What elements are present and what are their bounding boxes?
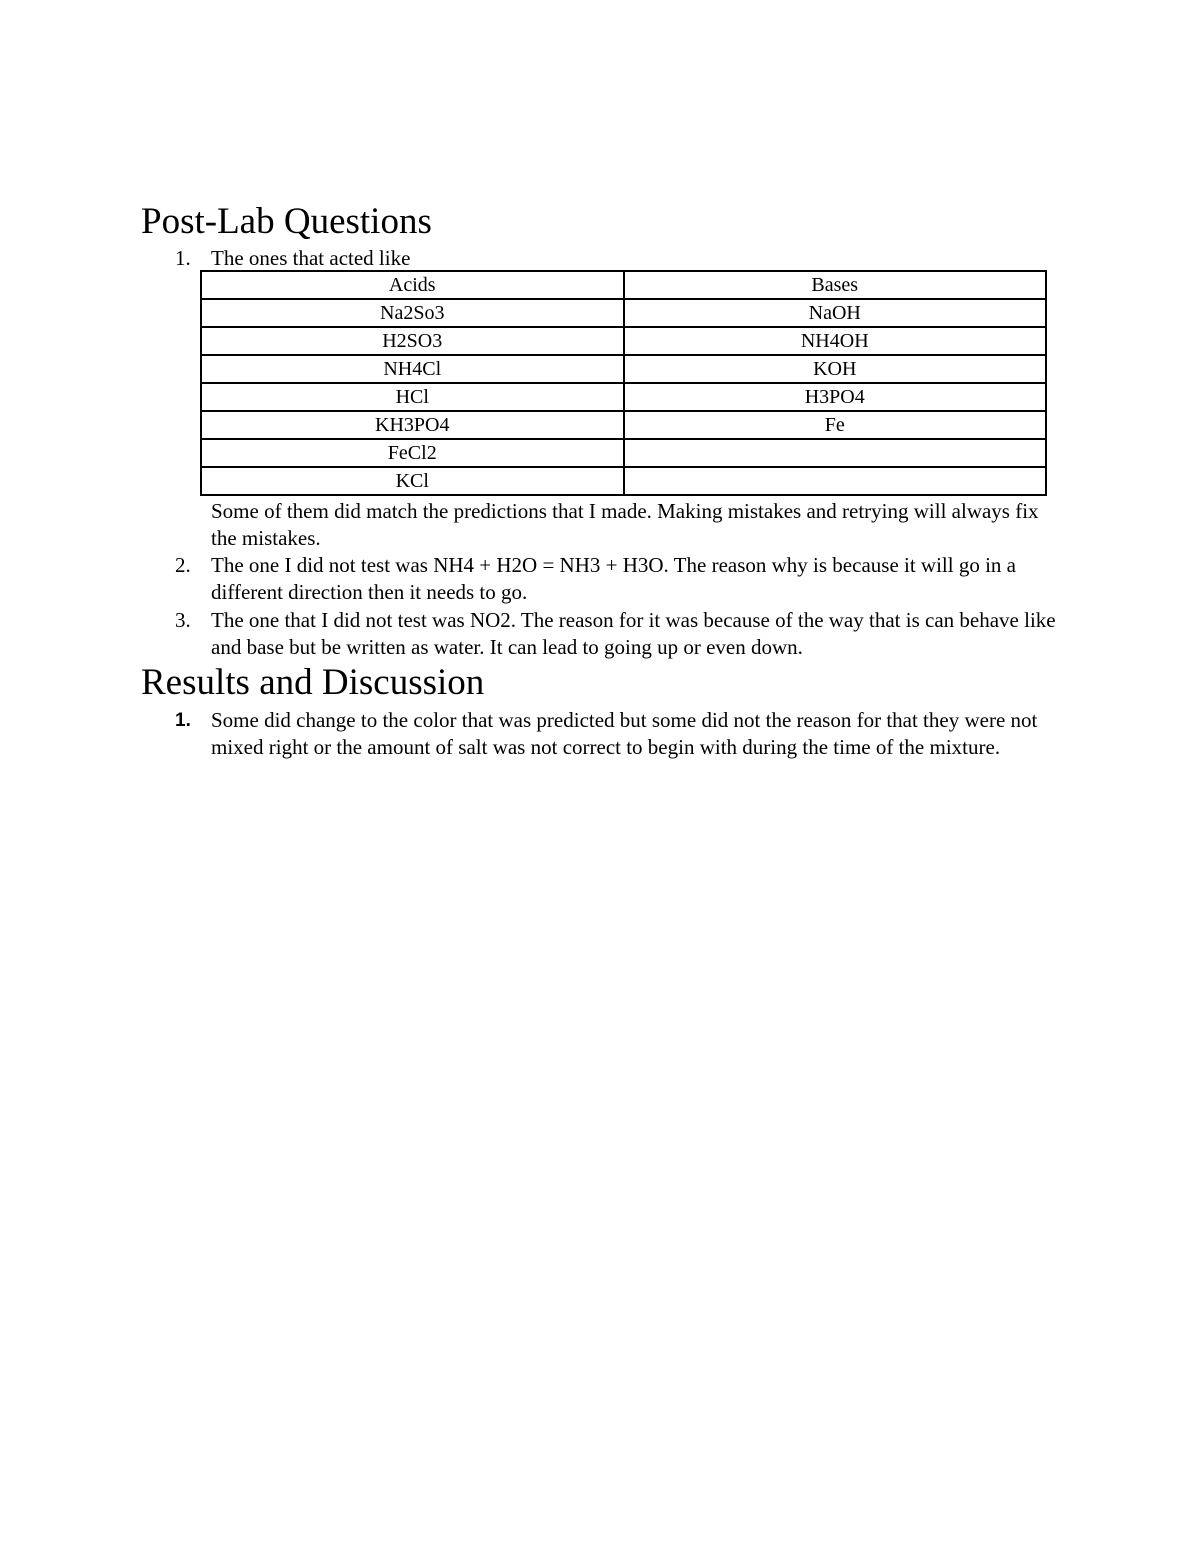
- post-lab-heading: Post-Lab Questions: [141, 201, 432, 242]
- acid-cell: NH4Cl: [201, 355, 624, 383]
- table-row: [201, 383, 1046, 411]
- results-heading: Results and Discussion: [141, 662, 485, 703]
- table-header-bases: Bases: [624, 271, 1047, 299]
- base-cell: NH4OH: [624, 327, 1047, 355]
- question-2-text: The one I did not test was NH4 + H2O = NH3 + H3O. The reason why is because it will go in a different direction then it needs to go.: [211, 553, 1017, 604]
- base-cell: [624, 439, 1047, 467]
- acid-cell: FeCl2: [201, 439, 624, 467]
- question-1-number: 1.: [175, 246, 191, 270]
- base-cell: NaOH: [624, 299, 1047, 327]
- acid-cell: KH3PO4: [201, 411, 624, 439]
- acids-bases-table: [200, 270, 1047, 496]
- table-row: [201, 327, 1046, 355]
- table-row: [201, 467, 1046, 495]
- question-3-number: 3.: [175, 608, 191, 632]
- table-row: [201, 439, 1046, 467]
- question-1-intro: The ones that acted like: [211, 246, 411, 270]
- results-item-1-text: Some did change to the color that was predicted but some did not the reason for that they were not mixed right or the amount of salt was not correct to begin with during the time of the mixture.: [211, 708, 1038, 759]
- question-3-text: The one that I did not test was NO2. The reason for it was because of the way that is can behave like and base but be written as water. It can lead to going up or even down.: [211, 608, 1056, 659]
- table-header-acids: Acids: [201, 271, 624, 299]
- base-cell: KOH: [624, 355, 1047, 383]
- table-row: [201, 299, 1046, 327]
- base-cell: [624, 467, 1047, 495]
- acid-cell: KCl: [201, 467, 624, 495]
- table-row: [201, 411, 1046, 439]
- table-row: [201, 355, 1046, 383]
- base-cell: Fe: [624, 411, 1047, 439]
- results-item-1-number: 1.: [175, 710, 191, 731]
- acid-cell: H2SO3: [201, 327, 624, 355]
- question-2-number: 2.: [175, 553, 191, 577]
- table-header-row: [201, 271, 1046, 299]
- acid-cell: HCl: [201, 383, 624, 411]
- acid-cell: Na2So3: [201, 299, 624, 327]
- question-1-followup: Some of them did match the predictions that I made. Making mistakes and retrying will always fix the mistakes.: [211, 499, 1039, 550]
- base-cell: H3PO4: [624, 383, 1047, 411]
